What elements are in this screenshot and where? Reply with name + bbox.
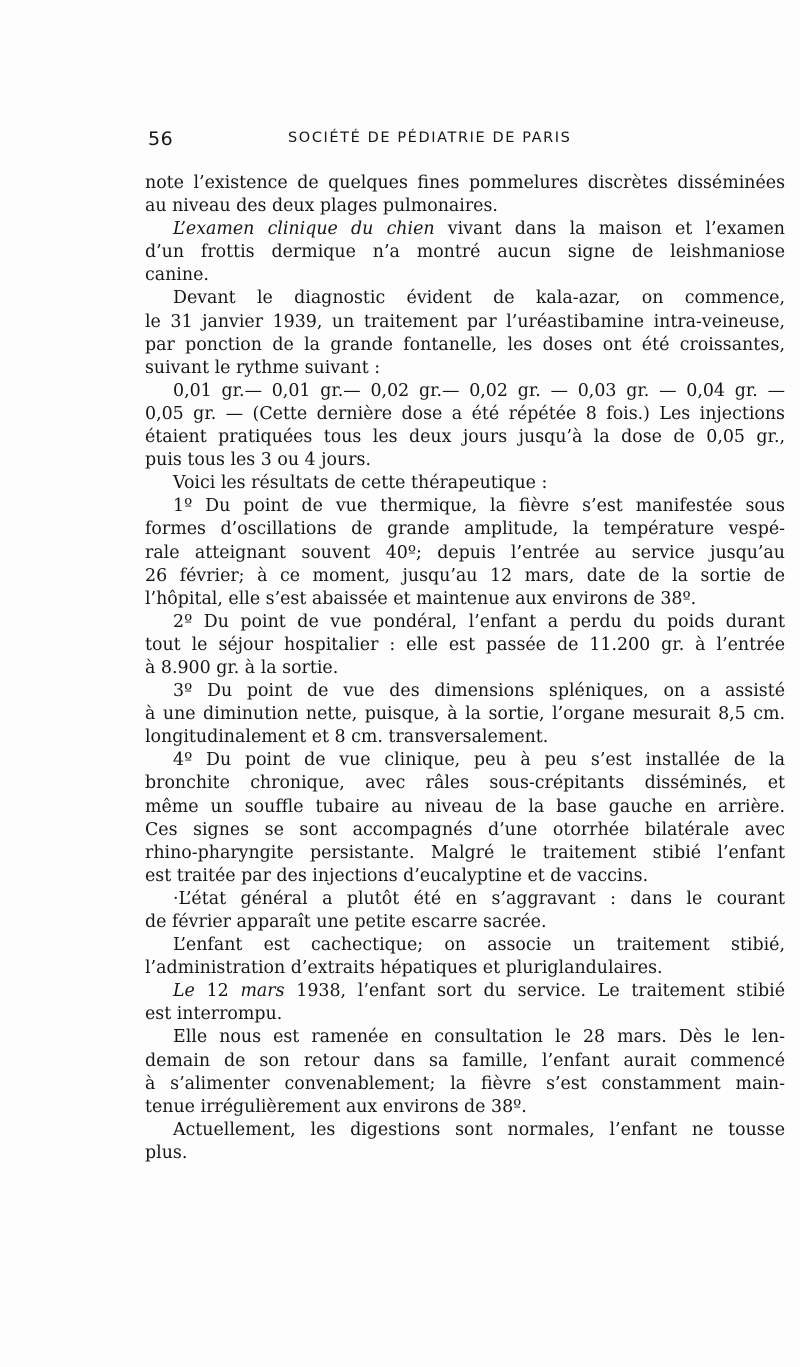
text-line: plus. — [145, 1142, 188, 1163]
text-line: d’un frottis dermique n’a montré aucun signe de leishmaniose — [145, 242, 785, 263]
italic-text: Le — [173, 981, 195, 1002]
text-line: par ponction de la grande fontanelle, les doses ont été croissantes, — [145, 334, 785, 355]
text-line: Actuellement, les digestions sont normales, l’enfant ne tousse — [173, 1119, 785, 1140]
text-line: l’administration d’extraits hépatiques et pluriglandulaires. — [145, 958, 663, 979]
text-line: rhino-pharyngite persistante. Malgré le traitement stibié l’enfant — [145, 842, 785, 863]
text-line: formes d’oscillations de grande amplitude, la température vespé- — [145, 519, 785, 540]
text-line: longitudinalement et 8 cm. transversalement. — [145, 727, 549, 748]
text-line — [145, 218, 785, 241]
text-line: 0,05 gr. — (Cette dernière dose a été répétée 8 fois.) Les injections — [145, 403, 785, 424]
body-text — [145, 172, 785, 1165]
page-header — [148, 128, 788, 152]
text-line: 0,01 gr.— 0,01 gr.— 0,02 gr.— 0,02 gr. — 0,03 gr. — 0,04 gr. — — [173, 380, 785, 401]
text-line: 3º Du point de vue des dimensions spléniques, on a assisté — [173, 681, 785, 702]
text-line: tenue irrégulièrement aux environs de 38º. — [145, 1096, 527, 1117]
text-line: à s’alimenter convenablement; la fièvre s’est constamment main- — [145, 1073, 785, 1094]
text-line: à 8.900 gr. à la sortie. — [145, 657, 339, 678]
italic-text: mars — [240, 981, 285, 1002]
text-line: rale atteignant souvent 40º; depuis l’entrée au service jusqu’au — [145, 542, 785, 563]
italic-text: L’examen clinique du chien — [173, 219, 435, 240]
page-number: 56 — [148, 128, 174, 150]
text-line: à une diminution nette, puisque, à la sortie, l’organe mesurait 8,5 cm. — [145, 704, 785, 725]
text-line: 1º Du point de vue thermique, la fièvre s’est manifestée sous — [173, 496, 785, 517]
text-line: suivant le rythme suivant : — [145, 357, 381, 378]
text-line: tout le séjour hospitalier : elle est passée de 11.200 gr. à l’entrée — [145, 634, 785, 655]
text-line — [145, 980, 785, 1003]
text-line: 26 février; à ce moment, jusqu’au 12 mars, date de la sortie de — [145, 565, 785, 586]
text-line: Ces signes se sont accompagnés d’une otorrhée bilatérale avec — [145, 819, 785, 840]
text-line: de février apparaît une petite escarre sacrée. — [145, 912, 547, 932]
text-line: bronchite chronique, avec râles sous-crépitants disséminés, et — [145, 773, 785, 794]
text-line: le 31 janvier 1939, un traitement par l’uréastibamine intra-veineuse, — [145, 311, 785, 332]
text-line: au niveau des deux plages pulmonaires. — [145, 196, 498, 217]
text-line: Voici les résultats de cette thérapeutique : — [173, 473, 548, 494]
text-line: L’enfant est cachectique; on associe un traitement stibié, — [173, 935, 785, 956]
text-line: Elle nous est ramenée en consultation le 28 mars. Dès le len- — [173, 1027, 785, 1048]
text-line: note l’existence de quelques fines pommelures discrètes disséminées — [145, 173, 785, 193]
text-line: même un souffle tubaire au niveau de la base gauche en arrière. — [145, 796, 785, 817]
text-line: ·L’état général a plutôt été en s’aggravant : dans le courant — [173, 888, 785, 909]
text-segment: vivant dans la maison et l’examen — [434, 219, 785, 240]
text-line: Devant le diagnostic évident de kala-azar, on commence, — [173, 288, 785, 309]
text-line: est interrompu. — [145, 1004, 283, 1025]
text-line: 4º Du point de vue clinique, peu à peu s’est installée de la — [173, 750, 785, 771]
text-line: l’hôpital, elle s’est abaissée et maintenue aux environs de 38º. — [145, 588, 697, 609]
text-line: étaient pratiquées tous les deux jours jusqu’à la dose de 0,05 gr., — [145, 427, 785, 448]
running-head: SOCIÉTÉ DE PÉDIATRIE DE PARIS — [288, 130, 572, 146]
text-line: 2º Du point de vue pondéral, l’enfant a perdu du poids durant — [173, 611, 785, 632]
text-segment: 1938, l’enfant sort du service. Le traitement stibié — [284, 981, 786, 1002]
text-line: demain de son retour dans sa famille, l’enfant aurait commencé — [145, 1050, 785, 1071]
text-line: puis tous les 3 ou 4 jours. — [145, 450, 371, 471]
text-line: est traitée par des injections d’eucalyptine et de vaccins. — [145, 865, 649, 886]
text-line: canine. — [145, 265, 209, 286]
text-segment: 12 — [194, 981, 241, 1002]
